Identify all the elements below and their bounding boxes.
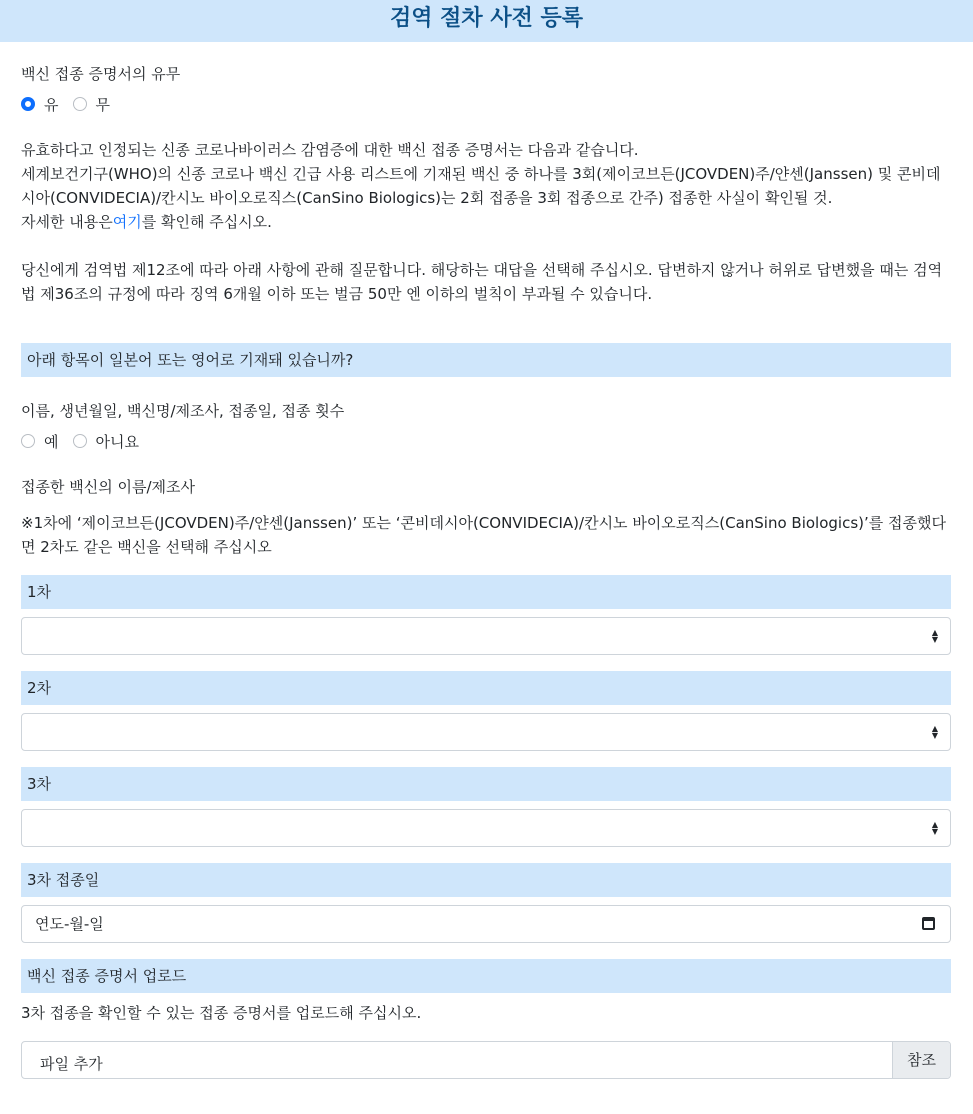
dose-2-group [21,671,951,751]
language-items-label: 이름, 생년월일, 백신명/제조사, 접종일, 접종 횟수 [21,402,345,420]
dose-2-bar [21,671,951,705]
third-date-bar [21,863,951,897]
radio-unchecked-icon [21,434,35,448]
radio-checked-icon [21,97,35,111]
dose-1-title: 1차 [27,583,52,601]
dose-2-title: 2차 [27,679,52,697]
third-date-title: 3차 접종일 [27,871,100,889]
select-arrows-icon: ▲ ▼ [931,724,938,740]
legal-notice [21,258,951,306]
page-title: 검역 절차 사전 등록 [390,6,583,31]
form-content [0,64,973,1079]
third-date-group [21,863,951,943]
dose-3-title: 3차 [27,775,52,793]
vaccine-name-note-text: ※1차에 ‘제이코브든(JCOVDEN)주/얀센(Janssen)’ 또는 ‘콘비데시아(CONVIDECIA)/칸시노 바이오로직스(CanSino Biologics)’를 접종했다면 2차도 같은 백신을 선택해 주십시오 [21,514,946,556]
language-section-bar [21,343,951,377]
dose-2-select[interactable] [21,713,951,751]
date-placeholder: 연도-월-일 [35,915,104,933]
vaccine-cert-radio-group [21,94,951,114]
dose-1-select[interactable] [21,617,951,655]
upload-title: 백신 접종 증명서 업로드 [27,967,187,985]
radio-label: 유 [44,95,59,114]
dose-1-bar [21,575,951,609]
page-header [0,0,973,42]
info-line-2: 세계보건기구(WHO)의 신종 코로나 백신 긴급 사용 리스트에 기재된 백신 중 하나를 3회(제이코브든(JCOVDEN)주/얀센(Janssen) 및 콘비데시아(CONVIDECIA)/칸시노 바이오로직스(CanSino Biologics)는 2회 접종을 3회 접종으로 간주) 접종한 사실이 확인될 것. [21,165,941,207]
dose-3-group [21,767,951,847]
radio-label: 아니요 [95,432,139,451]
language-no-radio[interactable] [73,431,139,452]
dose-1-group [21,575,951,655]
select-arrows-icon: ▲ ▼ [931,820,938,836]
vaccine-cert-label: 백신 접종 증명서의 유무 [21,65,181,83]
radio-unchecked-icon [73,434,87,448]
select-arrows-icon: ▲ ▼ [931,628,938,644]
upload-bar [21,959,951,993]
language-yes-radio[interactable] [21,431,59,452]
file-add-label: 파일 추가 [40,1055,103,1073]
browse-button[interactable]: 참조 [892,1042,950,1078]
vaccine-name-note [21,511,951,559]
info-line-3-suffix: 를 확인해 주십시오. [141,213,272,231]
vaccine-cert-yes-radio[interactable] [21,94,59,115]
language-section-title: 아래 항목이 일본어 또는 영어로 기재돼 있습니까? [27,351,354,369]
radio-label: 무 [95,95,110,114]
upload-desc: 3차 접종을 확인할 수 있는 접종 증명서를 업로드해 주십시오. [21,1004,422,1022]
file-upload-input[interactable] [21,1041,951,1079]
dose-3-select[interactable] [21,809,951,847]
radio-label: 예 [44,432,59,451]
third-date-input[interactable] [21,905,951,943]
vaccine-cert-no-radio[interactable] [73,94,111,115]
upload-group [21,959,951,1079]
info-line-1: 유효하다고 인정되는 신종 코로나바이러스 감염증에 대한 백신 접종 증명서는 다음과 같습니다. [21,141,639,159]
dose-3-bar [21,767,951,801]
legal-notice-text: 당신에게 검역법 제12조에 따라 아래 사항에 관해 질문합니다. 해당하는 대답을 선택해 주십시오. 답변하지 않거나 허위로 답변했을 때는 검역법 제36조의 규정에 따라 징역 6개월 이하 또는 벌금 50만 엔 이하의 벌칙이 부과될 수 있습니다. [21,261,943,303]
details-link[interactable]: 여기 [112,213,142,231]
calendar-icon[interactable] [922,917,935,930]
cert-info [21,138,951,234]
radio-unchecked-icon [73,97,87,111]
vaccine-name-label: 접종한 백신의 이름/제조사 [21,478,195,496]
info-line-3 [21,210,951,234]
language-radio-group [21,431,951,451]
info-line-3-prefix: 자세한 내용은 [21,213,113,231]
